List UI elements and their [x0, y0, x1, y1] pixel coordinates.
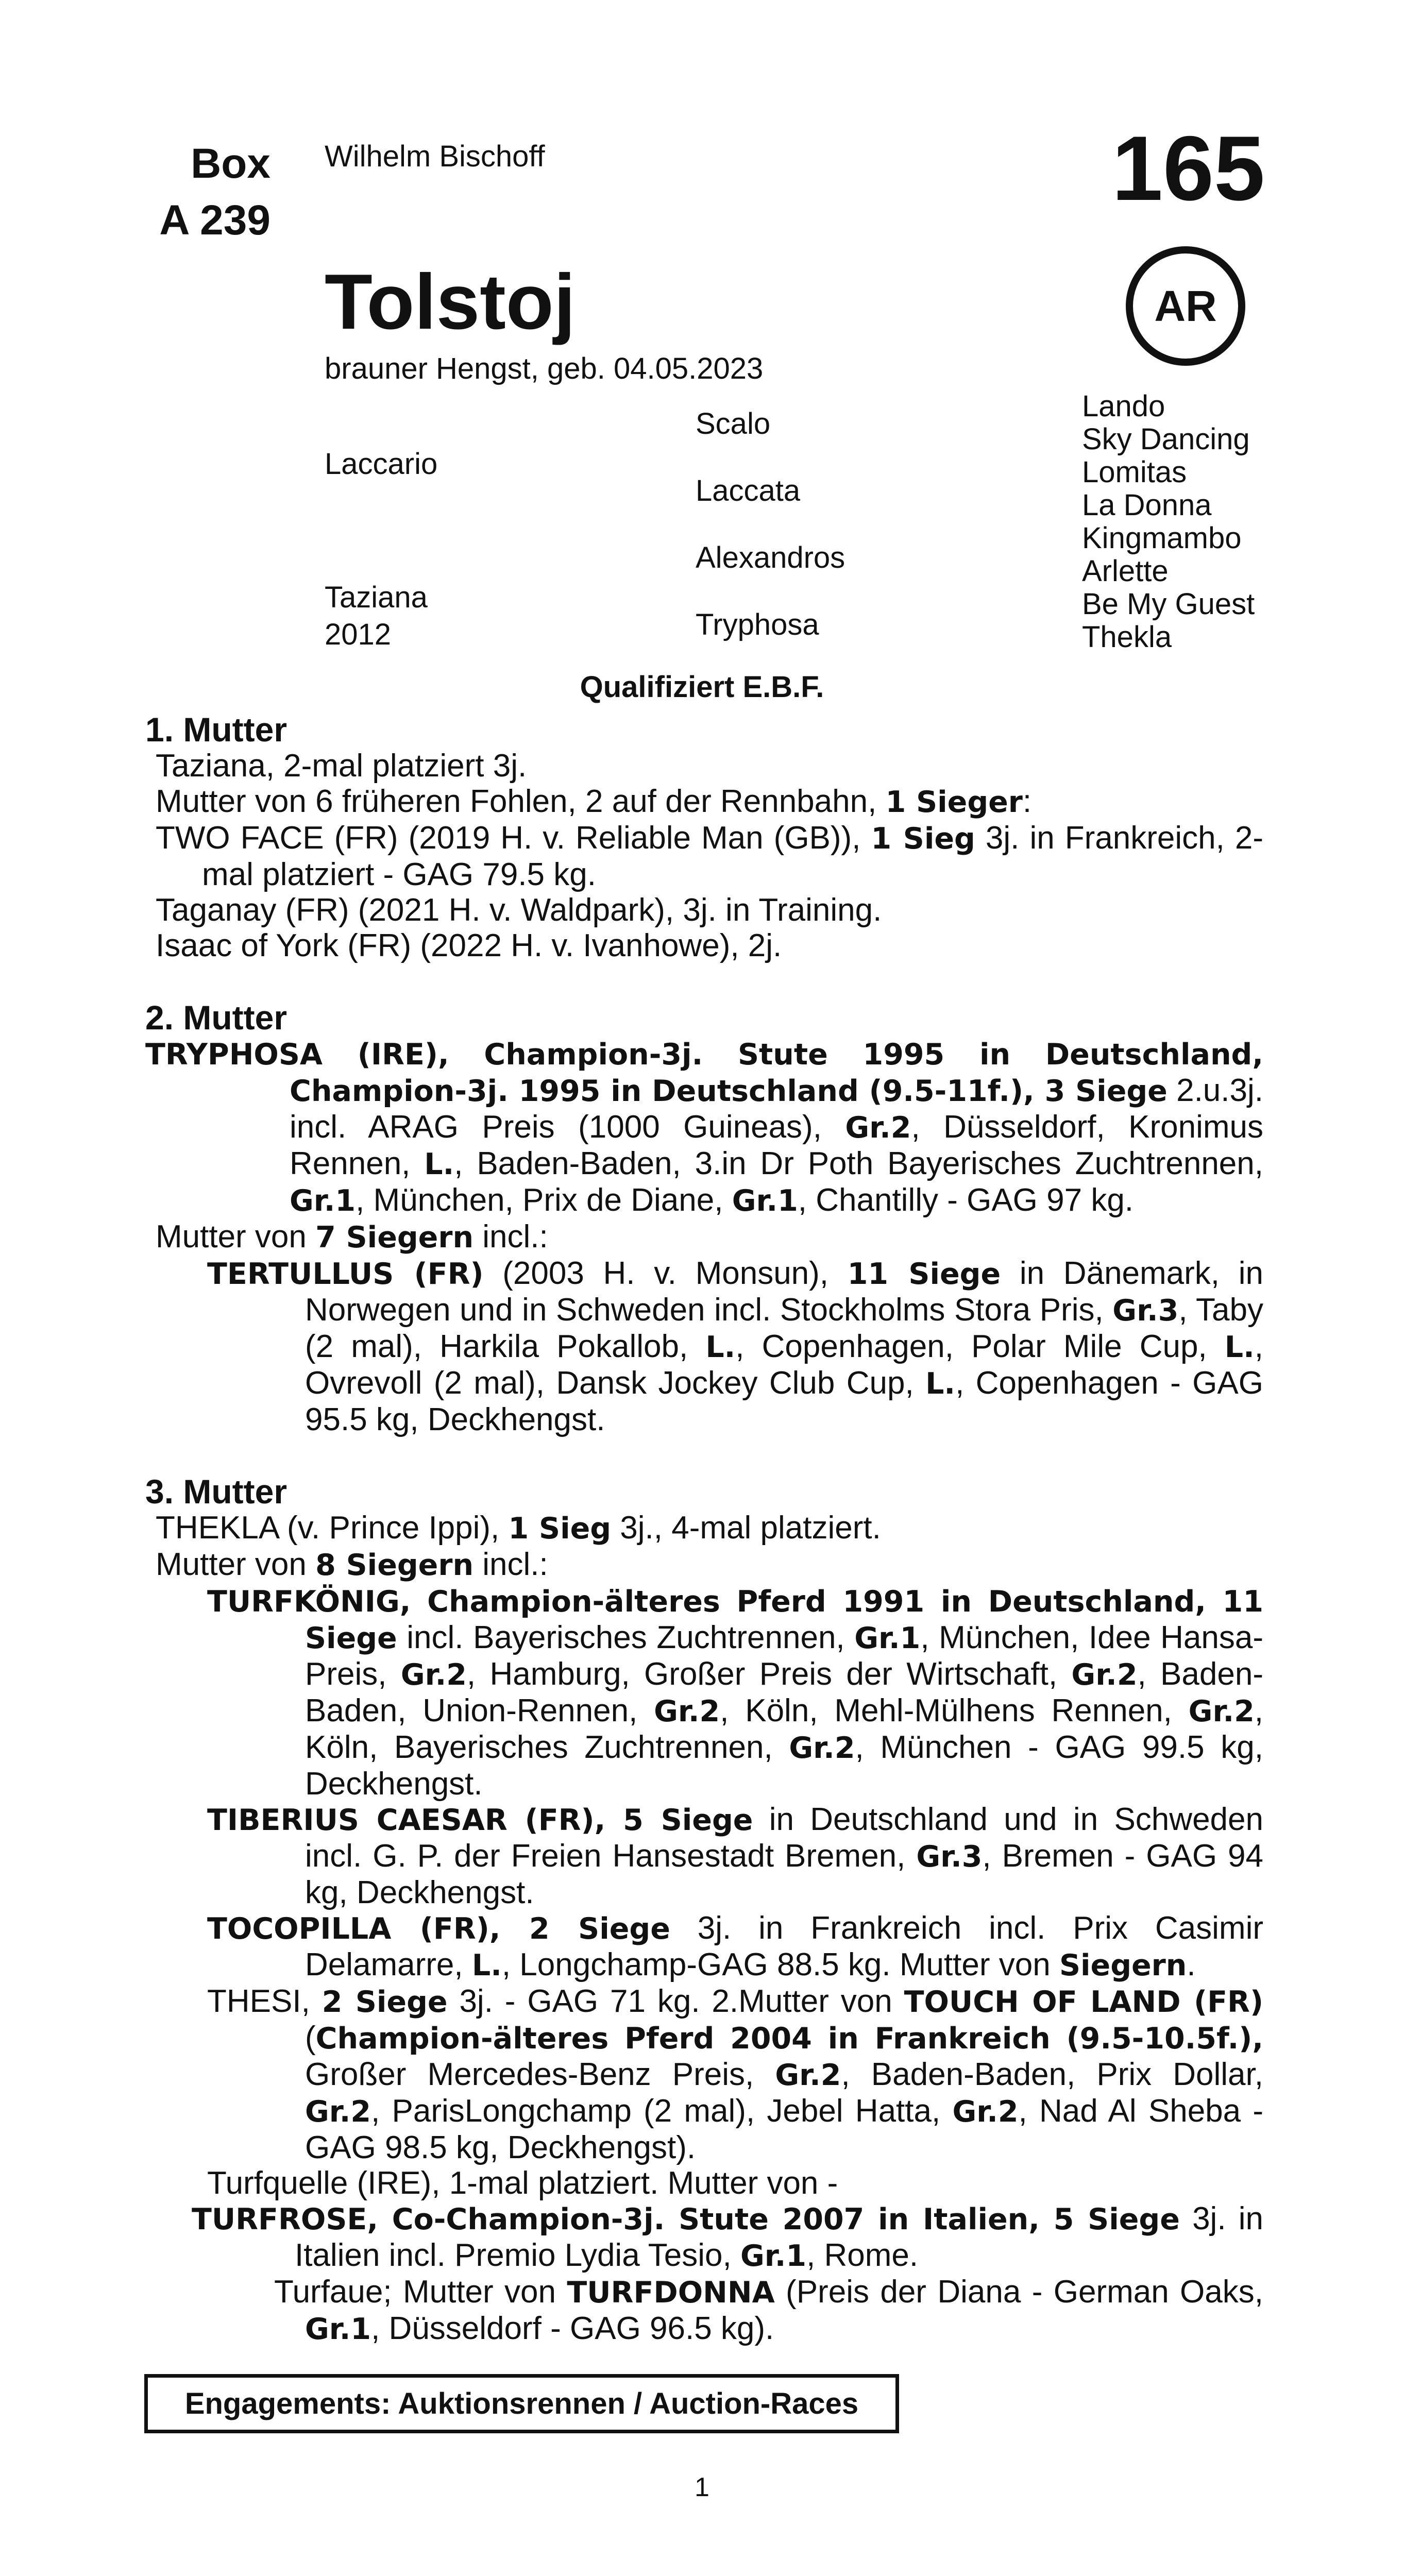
- first-dam-heading: 1. Mutter: [145, 710, 287, 749]
- bold-run: L.: [1224, 1330, 1255, 1364]
- bold-run: 1 Sieg: [508, 1512, 612, 1546]
- third-dam-produce: [145, 1802, 1263, 1910]
- bold-run: Gr.2: [789, 1731, 855, 1765]
- owner-name: Wilhelm Bischoff: [325, 140, 545, 173]
- text-run: , Bremen - GAG 94 kg, Deckhengst.: [305, 1838, 1263, 1910]
- bold-run: Gr.2: [775, 2058, 841, 2092]
- bold-run: L.: [925, 1367, 956, 1401]
- bold-run: 2 Siege: [322, 1985, 448, 2019]
- text-run: 3j. in Frankreich incl. Prix Casimir Delamarre,: [305, 1910, 1263, 1982]
- horse-description: brauner Hengst, geb. 04.05.2023: [325, 352, 764, 385]
- pedigree-sire-dam: Laccata: [696, 474, 801, 507]
- pedigree-ancestor: Lomitas: [1082, 455, 1187, 489]
- text-run: , München, Prix de Diane,: [356, 1182, 732, 1218]
- bold-run: Gr.1: [290, 1184, 356, 1218]
- pedigree-sire-sire: Scalo: [696, 407, 771, 440]
- second-dam-record: [145, 1036, 1263, 1219]
- third-dam-record: [145, 1510, 1263, 1547]
- bold-run: L.: [471, 1948, 502, 1982]
- second-dam-heading: 2. Mutter: [145, 998, 287, 1037]
- text-run: (2003 H. v. Monsun),: [483, 1256, 848, 1291]
- text-run: (Preis der Diana - German Oaks,: [774, 2274, 1263, 2310]
- text-run: incl. Bayerisches Zuchtrennen,: [397, 1620, 855, 1655]
- bold-run: TOCOPILLA (FR), 2 Siege: [207, 1912, 670, 1946]
- bold-run: Gr.2: [952, 2095, 1019, 2129]
- text-run: , Hamburg, Großer Preis der Wirtschaft,: [466, 1656, 1072, 1692]
- pedigree-dam-dam: Tryphosa: [696, 608, 819, 641]
- pedigree-ancestor: Sky Dancing: [1082, 422, 1250, 456]
- bold-run: Gr.2: [400, 1658, 467, 1692]
- text-run: 3j., 4-mal platziert.: [611, 1510, 881, 1546]
- text-run: , Taby (2 mal), Harkila Pokallob,: [305, 1292, 1264, 1364]
- text-run: , ParisLongchamp (2 mal), Jebel Hatta,: [371, 2093, 953, 2129]
- text-run: , Nad Al Sheba - GAG 98.5 kg, Deckhengst).: [305, 2093, 1263, 2165]
- text-run: , Chantilly - GAG 97 kg.: [798, 1182, 1134, 1218]
- text-run: , Düsseldorf, Kronimus Rennen,: [290, 1109, 1263, 1181]
- text-run: , Rome.: [806, 2238, 919, 2273]
- section-spacer: [145, 963, 1263, 999]
- pedigree-ancestor: Thekla: [1082, 620, 1172, 654]
- ar-badge-label: AR: [1154, 281, 1217, 330]
- text-run: Turfaue; Mutter von: [274, 2274, 567, 2310]
- bold-run: TURFROSE, Co-Champion-3j. Stute 2007 in Italien, 5 Siege: [192, 2202, 1180, 2236]
- third-dam-produce: [145, 1984, 1263, 2165]
- pedigree-ancestor: Kingmambo: [1082, 521, 1242, 555]
- text-run: incl.:: [473, 1547, 548, 1582]
- fourth-generation-produce: [145, 2274, 1263, 2347]
- fourth-generation-produce: [145, 2201, 1263, 2274]
- bold-run: Gr.2: [845, 1111, 911, 1145]
- text-run: , Köln, Bayerisches Zuchtrennen,: [305, 1693, 1263, 1765]
- bold-run: Gr.2: [654, 1694, 720, 1728]
- text-run: TWO FACE (FR) (2019 H. v. Reliable Man (GB)),: [156, 820, 871, 856]
- bold-run: Gr.2: [305, 2095, 371, 2129]
- bold-run: Gr.1: [305, 2312, 371, 2346]
- horse-name: Tolstoj: [325, 258, 576, 346]
- text-run: , Düsseldorf - GAG 96.5 kg).: [371, 2311, 774, 2346]
- third-dam-produce: [145, 1910, 1263, 1984]
- bold-run: Gr.1: [732, 1184, 798, 1218]
- pedigree-dam-sire: Alexandros: [696, 541, 845, 574]
- pedigree-dam: Taziana: [325, 581, 428, 614]
- first-dam-foal: Taganay (FR) (2021 H. v. Waldpark), 3j. in Training.: [156, 892, 882, 928]
- bold-run: TRYPHOSA (IRE), Champion-3j. Stute 1995 in Deutschland, Champion-3j. 1995 in Deutschland (9.5-11f.), 3 Siege: [145, 1038, 1263, 1108]
- text-run: :: [1022, 784, 1032, 819]
- bold-run: Gr.3: [1112, 1294, 1179, 1328]
- pedigree-sire: Laccario: [325, 447, 438, 481]
- bold-run: TURFKÖNIG, Champion-älteres Pferd 1991 in Deutschland, 11 Siege: [207, 1585, 1263, 1655]
- bold-run: Gr.2: [1071, 1658, 1138, 1692]
- box-number: A 239: [159, 197, 270, 244]
- text-run: Mutter von: [156, 1547, 316, 1582]
- pedigree-third-generation: [1082, 390, 1255, 654]
- bold-run: TURFDONNA: [567, 2276, 775, 2310]
- first-dam-produce-summary: [145, 784, 1263, 820]
- ar-badge: [1126, 246, 1245, 366]
- third-dam-produce: [145, 1583, 1263, 1802]
- engagements-box: [144, 2374, 899, 2433]
- text-run: Mutter von 6 früheren Fohlen, 2 auf der Rennbahn,: [156, 784, 886, 819]
- text-run: , Köln, Mehl-Mülhens Rennen,: [720, 1693, 1189, 1728]
- text-run: THEKLA (v. Prince Ippi),: [156, 1510, 509, 1546]
- section-spacer: [145, 1437, 1263, 1473]
- bold-run: TIBERIUS CAESAR (FR), 5 Siege: [207, 1803, 753, 1837]
- second-dam-produce-summary: [145, 1219, 1263, 1256]
- bold-run: 11 Siege: [847, 1257, 1001, 1291]
- text-run: Mutter von: [156, 1219, 316, 1255]
- bold-run: Siegern: [1059, 1948, 1187, 1982]
- bold-run: 7 Siegern: [315, 1221, 474, 1255]
- text-run: in Deutschland und in Schweden incl. G. P. der Freien Hansestadt Bremen,: [305, 1802, 1263, 1874]
- bold-run: 1 Sieg: [871, 822, 975, 856]
- bold-run: TOUCH OF LAND (FR): [904, 1985, 1264, 2019]
- bold-run: Gr.1: [854, 1621, 921, 1655]
- text-run: , Longchamp-GAG 88.5 kg. Mutter von: [501, 1947, 1059, 1982]
- text-run: 3j. in Frankreich, 2-mal platziert - GAG 79.5 kg.: [202, 820, 1264, 892]
- text-run: , München, Idee Hansa-Preis,: [305, 1620, 1264, 1692]
- pedigree-ancestor: Lando: [1082, 389, 1165, 423]
- pedigree-dam-year: 2012: [325, 618, 392, 651]
- first-dam-foal: Isaac of York (FR) (2022 H. v. Ivanhowe), 2j.: [156, 928, 782, 963]
- box-label: Box: [191, 140, 270, 187]
- text-run: , Copenhagen, Polar Mile Cup,: [735, 1329, 1225, 1364]
- bold-run: 8 Siegern: [315, 1548, 474, 1582]
- bold-run: TERTULLUS (FR): [207, 1257, 484, 1291]
- text-run: 3j. - GAG 71 kg. 2.Mutter von: [447, 1984, 904, 2019]
- first-dam-record: Taziana, 2-mal platziert 3j.: [156, 748, 527, 784]
- text-run: (: [305, 2020, 316, 2056]
- text-run: .: [1187, 1947, 1196, 1982]
- text-run: in Dänemark, in Norwegen und in Schweden incl. Stockholms Stora Pris,: [305, 1256, 1263, 1328]
- engagements-label: Engagements: Auktionsrennen / Auction-Races: [184, 2387, 859, 2420]
- text-run: THESI,: [207, 1984, 322, 2019]
- lot-number: 165: [1112, 117, 1265, 219]
- qualification-note: Qualifiziert E.B.F.: [580, 670, 824, 704]
- text-run: , München - GAG 99.5 kg, Deckhengst.: [305, 1730, 1263, 1802]
- text-run: incl.:: [473, 1219, 548, 1255]
- text-run: 3j. in Italien incl. Premio Lydia Tesio,: [295, 2201, 1263, 2273]
- pedigree-ancestor: La Donna: [1082, 488, 1212, 522]
- text-run: , Ovrevoll (2 mal), Dansk Jockey Club Cup,: [305, 1329, 1263, 1401]
- bold-run: L.: [424, 1147, 454, 1181]
- bold-run: Gr.2: [1188, 1694, 1255, 1728]
- text-run: , Baden-Baden, Union-Rennen,: [305, 1656, 1263, 1728]
- third-dam-heading: 3. Mutter: [145, 1472, 287, 1511]
- text-run: , Copenhagen - GAG 95.5 kg, Deckhengst.: [305, 1365, 1263, 1437]
- third-dam-produce: Turfquelle (IRE), 1-mal platziert. Mutter von -: [207, 2165, 838, 2201]
- text-run: , Baden-Baden, 3.in Dr Poth Bayerisches Zuchtrennen,: [454, 1146, 1263, 1181]
- third-dam-produce-summary: [145, 1547, 1263, 1583]
- pedigree-ancestor: Arlette: [1082, 554, 1169, 588]
- bold-run: Gr.1: [740, 2239, 807, 2273]
- family-details: [145, 711, 1263, 2347]
- bold-run: Gr.3: [916, 1840, 983, 1874]
- text-run: 2.u.3j. incl. ARAG Preis (1000 Guineas),: [290, 1073, 1263, 1145]
- bold-run: 1 Sieger: [885, 785, 1023, 819]
- second-dam-produce: [145, 1256, 1263, 1437]
- text-run: Großer Mercedes-Benz Preis,: [305, 2057, 775, 2092]
- pedigree-ancestor: Be My Guest: [1082, 587, 1255, 621]
- bold-run: L.: [705, 1330, 736, 1364]
- page-number: 1: [695, 2472, 709, 2502]
- bold-run: Champion-älteres Pferd 2004 in Frankreich (9.5-10.5f.),: [315, 2022, 1263, 2056]
- text-run: , Baden-Baden, Prix Dollar,: [841, 2057, 1263, 2092]
- first-dam-foal: [145, 820, 1263, 892]
